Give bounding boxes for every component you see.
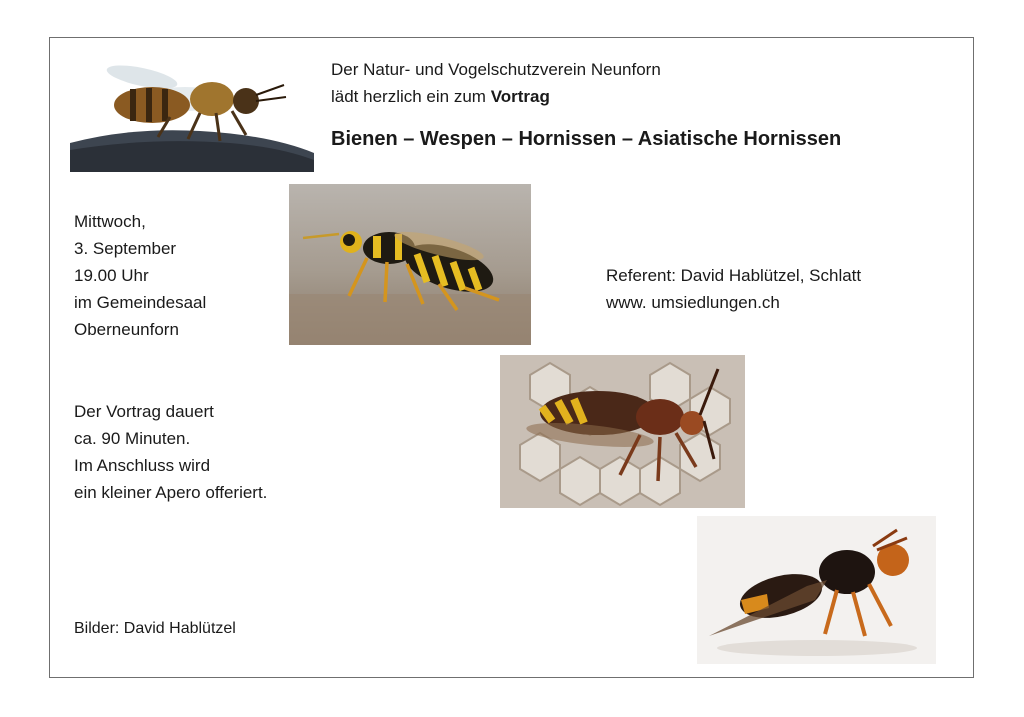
duration-info	[74, 398, 267, 506]
event-time: 19.00 Uhr	[74, 266, 149, 285]
event-date: 3. September	[74, 239, 177, 258]
intro-line-2-text: lädt herzlich ein zum	[331, 87, 491, 106]
duration-line-2: ca. 90 Minuten.	[74, 429, 191, 448]
duration-line-1: Der Vortrag dauert	[74, 402, 214, 421]
event-day: Mittwoch,	[74, 212, 146, 231]
intro-line-2-bold: Vortrag	[490, 87, 550, 106]
wasp-photo	[289, 184, 531, 345]
speaker-info	[606, 262, 861, 316]
event-details	[74, 208, 206, 343]
duration-line-4: ein kleiner Apero offeriert.	[74, 483, 268, 502]
event-location: Oberneunforn	[74, 320, 179, 339]
event-venue: im Gemeindesaal	[74, 293, 207, 312]
hornet-photo	[500, 355, 745, 508]
image-credits: Bilder: David Hablützel	[74, 620, 236, 637]
lecture-title: Bienen – Wespen – Hornissen – Asiatische Hornissen	[331, 128, 842, 150]
speaker-website: www. umsiedlungen.ch	[606, 293, 780, 312]
intro-line-1: Der Natur- und Vogelschutzverein Neunforn	[331, 60, 661, 79]
speaker-name: Referent: David Hablützel, Schlatt	[606, 266, 862, 285]
bee-photo	[70, 55, 314, 172]
duration-line-3: Im Anschluss wird	[74, 456, 211, 475]
asian-hornet-photo	[697, 516, 936, 664]
intro-line-2	[331, 83, 550, 110]
